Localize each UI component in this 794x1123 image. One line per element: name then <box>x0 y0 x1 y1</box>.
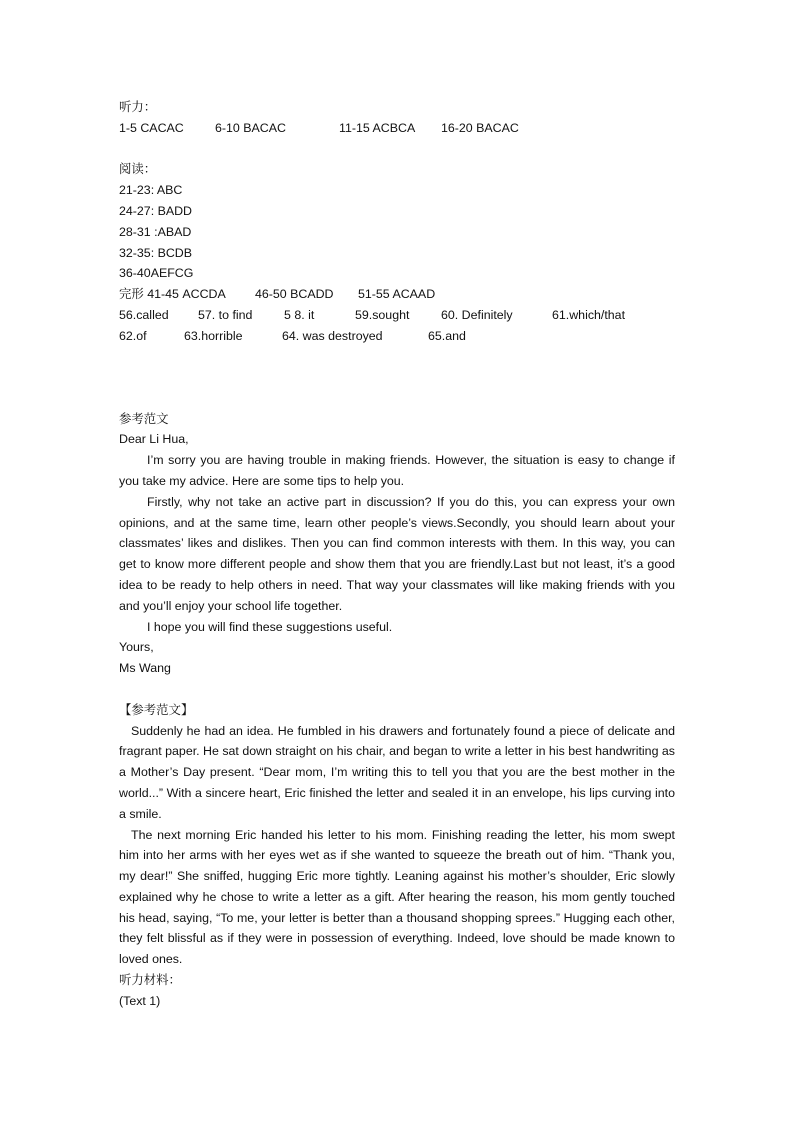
fill-in-answer: 64. was destroyed <box>282 328 383 343</box>
fill-in-answer: 63.horrible <box>184 328 243 343</box>
letter-closing: Yours, <box>119 640 154 655</box>
letter-paragraph: I’m sorry you are having trouble in making friends. However, the situation is easy to change if you take my advice. Here are some tips to help you. <box>119 453 675 488</box>
fill-in-answer: 56.called <box>119 307 169 322</box>
essay-heading: 【参考范文】 <box>119 702 194 717</box>
listening-answer: 16-20 BACAC <box>441 120 519 135</box>
fill-in-answer: 62.of <box>119 328 147 343</box>
letter-greeting: Dear Li Hua, <box>119 432 189 447</box>
answer-key-content <box>119 97 675 1012</box>
transcript-heading: 听力材料： <box>119 973 181 988</box>
fill-in-answer: 5 8. it <box>284 307 315 322</box>
letter-paragraph: Firstly, why not take an active part in discussion? If you do this, you can express your own opinions, and at the same time, learn other people’s views.Secondly, you should learn about your classmates’ likes and dislikes. Then you can find common interests with them. In this way, you can get to know more different people and show them that you are friendly.Last but not least, it’s a good idea to be ready to help others in need. That way your classmates will like making friends with you and you’ll enjoy your school life together. <box>119 494 675 613</box>
reading-answer-line: 24-27: BADD <box>119 203 193 218</box>
reading-answer-line: 28-31 :ABAD <box>119 224 192 239</box>
cloze-answer: 完形 41-45 ACCDA <box>119 287 226 302</box>
listening-answers-row <box>119 118 675 139</box>
transcript-text-label: (Text 1) <box>119 993 161 1008</box>
listening-heading: 听力： <box>119 100 157 114</box>
listening-answer: 1-5 CACAC <box>119 120 184 135</box>
cloze-answer: 51-55 ACAAD <box>358 287 436 302</box>
cloze-answer: 46-50 BCADD <box>255 287 334 302</box>
cloze-answers-row <box>119 284 675 305</box>
reading-answer-line: 21-23: ABC <box>119 183 183 198</box>
reading-heading: 阅读： <box>119 162 157 177</box>
letter-paragraph: I hope you will find these suggestions useful. <box>147 619 393 634</box>
fill-in-answer: 61.which/that <box>552 307 626 322</box>
fill-in-answer: 57. to find <box>198 307 253 322</box>
listening-answer: 6-10 BACAC <box>215 120 286 135</box>
fill-in-answer: 59.sought <box>355 307 410 322</box>
letter-heading: 参考范文 <box>119 411 169 426</box>
essay-paragraph: The next morning Eric handed his letter to his mom. Finishing reading the letter, his mom swept him into her arms with her eyes wet as if she wanted to squeeze the breath out of him. “Thank you, my dear!” She sniffed, hugging Eric more tightly. Leaning against his mother’s shoulder, Eric slowly explained why he chose to write a letter as a gift. After hearing the reason, his mom gently touched his head, saying, “To me, your letter is better than a thousand shopping sprees.” Hugging each other, they felt blissful as if they were in possession of everything. Indeed, love should be made known to loved ones. <box>119 827 675 967</box>
fill-in-answers-row <box>119 326 675 347</box>
reading-answer-line: 32-35: BCDB <box>119 245 193 260</box>
listening-answer: 11-15 ACBCA <box>339 120 416 135</box>
fill-in-answer: 65.and <box>428 328 466 343</box>
essay-paragraph: Suddenly he had an idea. He fumbled in his drawers and fortunately found a piece of delicate and fragrant paper. He sat down straight on his chair, and began to write a letter in his best handwriting as a Mother’s Day present. “Dear mom, I’m writing this to tell you that you are the best mother in the world...” With a sincere heart, Eric finished the letter and sealed it in an envelope, his lips curving into a smile. <box>119 723 675 821</box>
reading-answer-line: 36-40AEFCG <box>119 266 194 281</box>
letter-signature: Ms Wang <box>119 661 171 676</box>
fill-in-answers-row <box>119 305 675 326</box>
fill-in-answer: 60. Definitely <box>441 307 513 322</box>
